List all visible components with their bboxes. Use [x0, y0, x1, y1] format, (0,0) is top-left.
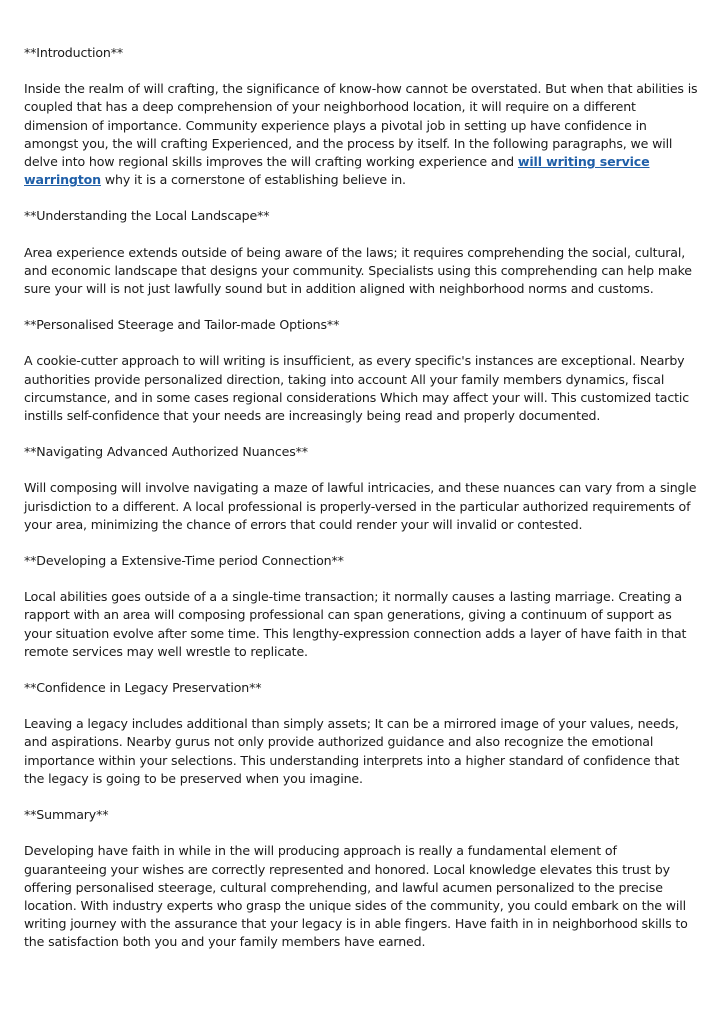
section-personalised-steerage [24, 316, 700, 425]
section-heading: **Personalised Steerage and Tailor-made Options** [24, 317, 340, 333]
section-local-landscape [24, 207, 700, 298]
section-introduction [24, 44, 700, 189]
section-legacy-preservation [24, 679, 700, 788]
paragraph-text: why it is a cornerstone of establishing believe in. [101, 172, 406, 188]
section-paragraph: Will composing will involve navigating a maze of lawful intricacies, and these nuances can vary from a single jurisdiction to a different. A local professional is properly-versed in the particular authorized requirements of your area, minimizing the chance of errors that could render your will invalid or contested. [24, 480, 697, 532]
will-writing-service-link[interactable]: will writing service warrington [24, 154, 650, 188]
section-authorized-nuances [24, 443, 700, 534]
section-paragraph: Local abilities goes outside of a a single-time transaction; it normally causes a lasting marriage. Creating a rapport with an area will composing professional can span generations, giving a continuum of support as your situation evolve after some time. This lengthy-expression connection adds a layer of have faith in that remote services may well wrestle to replicate. [24, 589, 687, 659]
section-summary [24, 806, 700, 951]
section-paragraph: A cookie-cutter approach to will writing is insufficient, as every specific's instances are exceptional. Nearby authorities provide personalized direction, taking into account All your family members dynamics, fiscal circumstance, and in some cases regional considerations Which may affect your will. This customized tactic instills self-confidence that your needs are increasingly being read and properly documented. [24, 353, 690, 424]
section-paragraph: Area experience extends outside of being aware of the laws; it requires comprehending the social, cultural, and economic landscape that designs your community. Specialists using this comprehending can help make sure your will is not just lawfully sound but in addition aligned with neighborhood norms and customs. [24, 244, 692, 297]
section-paragraph: Developing have faith in while in the will producing approach is really a fundamental element of guaranteeing your wishes are correctly represented and honored. Local knowledge elevates this trust by offering personalised steerage, cultural comprehending, and lawful acumen personalized to the precise location. With industry experts who grasp the unique sides of the community, you could embark on the will writing journey with the assurance that your legacy is in able fingers. Have faith in in neighborhood skills to the satisfaction both you and your family members have earned. [24, 843, 688, 950]
section-heading: **Developing a Extensive-Time period Connection** [24, 553, 344, 569]
section-heading: **Navigating Advanced Authorized Nuances** [24, 444, 308, 460]
section-long-term-connection [24, 552, 700, 661]
section-heading: **Introduction** [24, 45, 124, 60]
section-heading: **Understanding the Local Landscape** [24, 208, 270, 224]
document-body [24, 44, 700, 970]
section-paragraph [24, 80, 700, 189]
section-heading: **Summary** [24, 807, 109, 823]
section-heading: **Confidence in Legacy Preservation** [24, 680, 262, 696]
paragraph-text: Inside the realm of will crafting, the significance of know-how cannot be overstated. But when that abilities is coupled that has a deep comprehension of your neighborhood location, it will require on a different dimension of importance. Community experience plays a pivotal job in setting up have confidence in amongst you, the will crafting Experienced, and the process by itself. In the following paragraphs, we will delve into how regional skills improves the will crafting working experience and [24, 81, 698, 170]
section-paragraph: Leaving a legacy includes additional than simply assets; It can be a mirrored image of your values, needs, and aspirations. Nearby gurus not only provide authorized guidance and also recognize the emotional importance within your selections. This understanding interprets into a higher standard of confidence that the legacy is going to be preserved when you imagine. [24, 716, 680, 786]
